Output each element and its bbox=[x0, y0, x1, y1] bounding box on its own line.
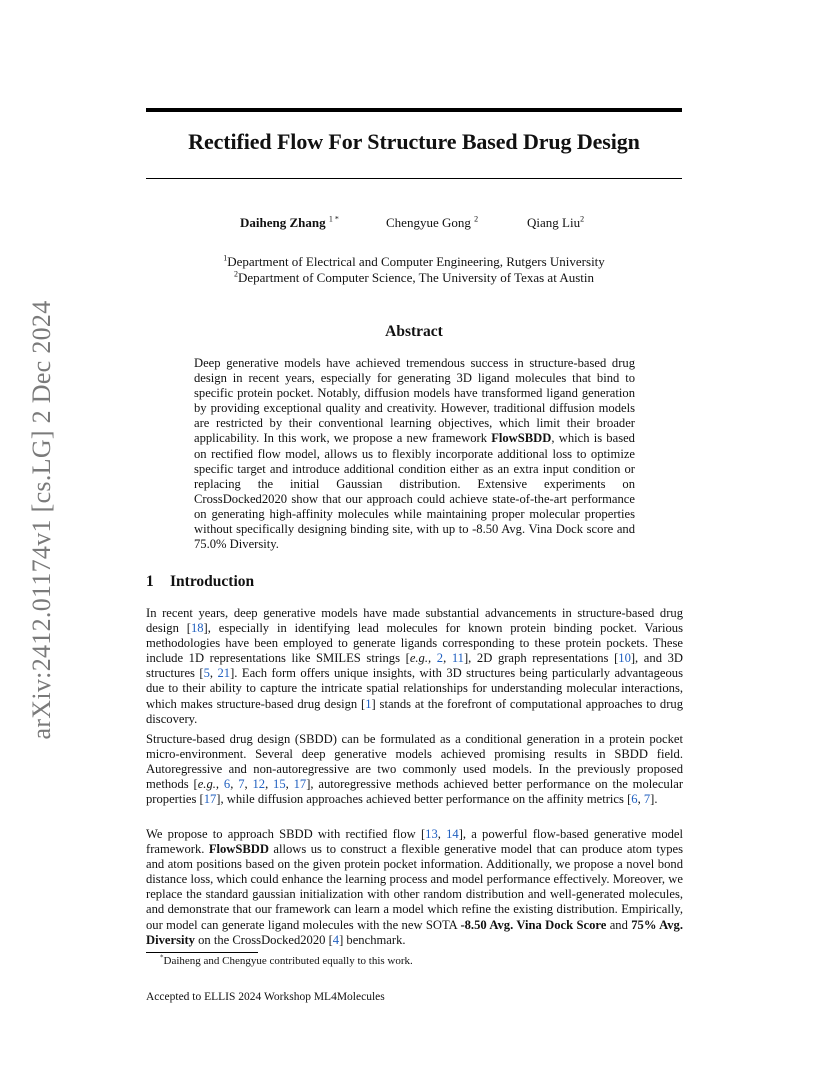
intro-paragraph-1: In recent years, deep generative models have made substantial advancements in structure-based drug design [18], especially in identifying lead molecules for known protein binding pocket. Various methodologies have been employed to generate ligands corresponding to these protein pockets. These include 1D representations like SMILES strings [e.g., 2, 11], 2D graph representations [10], and 3D structures [5, 21]. Each form offers unique insights, with 3D structures being particularly advantageous due to their ability to capture the intricate spatial relationships for understanding molecular interactions, which makes structure-based drug design [1] stands at the forefront of computational approaches to drug discovery. bbox=[146, 606, 684, 726]
abstract-body: Deep generative models have achieved tremendous success in structure-based drug design in recent years, especially for generating 3D ligand molecules that bind to specific protein pocket. Notably, diffusion models have transformed ligand generation by providing exceptional quality and creativity. However, traditional diffusion models are restricted by their conventional learning objectives, which limit their broader applicability. In this work, we propose a new framework FlowSBDD, which is based on rectified flow model, allows us to flexibly incorporate additional loss to optimize specific target and introduce additional condition either as an extra input condition or replacing the initial Gaussian distribution. Extensive experiments on CrossDocked2020 show that our approach could achieve state-of-the-art performance on generating high-affinity molecules while maintaining proper molecular properties without specifically designing binding site, with up to -8.50 Avg. Vina Dock score and 75.0% Diversity. bbox=[194, 356, 635, 552]
citation-link[interactable]: 15 bbox=[273, 777, 286, 792]
intro-paragraph-3: We propose to approach SBDD with rectified flow [13, 14], a powerful flow-based generative model framework. FlowSBDD allows us to construct a flexible generative model that can produce atom types and atom positions based on the given protein pocket information. Additionally, we propose a novel bond distance loss, which could enhance the learning process and model performance effectively. Moreover, we replace the standard gaussian initialization with other random distribution and well-generated molecules, and demonstrate that our framework can learn a model which refine the existing distribution. Empirically, our model can generate ligand molecules with the new SOTA -8.50 Avg. Vina Dock Score and 75% Avg. Diversity on the CrossDocked2020 [4] benchmark. bbox=[146, 827, 684, 947]
citation-link[interactable]: 18 bbox=[190, 621, 204, 636]
citation-link[interactable]: 14 bbox=[446, 827, 459, 841]
intro-paragraph-2: Structure-based drug design (SBDD) can be formulated as a conditional generation in a protein pocket micro-environment. Several deep generative models achieved promising results in SBDD field. Autoregressive and non-autoregressive are two commonly used models. In the previously proposed methods [e.g., 6, 7, 12, 15, 17], autoregressive methods achieved better performance on the molecular properties [17], while diffusion approaches achieved better performance on the affinity metrics [6, 7]. bbox=[146, 732, 684, 807]
affiliation-1: $^1$Department of Electrical and Computer Engineering, Rutgers University bbox=[223, 253, 605, 269]
author-2: Chengyue Gong $^2$ bbox=[386, 214, 479, 230]
venue-footer: Accepted to ELLIS 2024 Workshop ML4Molecules bbox=[146, 991, 385, 1003]
citation-link[interactable]: 17 bbox=[203, 792, 217, 807]
citation-link[interactable]: 7 bbox=[643, 792, 651, 807]
citation-link[interactable]: 6 bbox=[631, 792, 638, 807]
citation-link[interactable]: 12 bbox=[252, 777, 266, 792]
arxiv-identifier: arXiv:2412.01174v1 [cs.LG] 2 Dec 2024 bbox=[27, 300, 56, 740]
footnote: *Daiheng and Chengyue contributed equally to this work. bbox=[160, 953, 413, 967]
citation-link[interactable]: 21 bbox=[217, 666, 231, 681]
citation-link[interactable]: 4 bbox=[332, 932, 340, 947]
citation-link[interactable]: 1 bbox=[365, 696, 372, 711]
citation-link[interactable]: 11 bbox=[451, 651, 464, 666]
citation-link[interactable]: 6 bbox=[223, 777, 231, 792]
citation-link[interactable]: 7 bbox=[238, 777, 245, 792]
section-heading-introduction: 1 Introduction bbox=[146, 573, 255, 590]
title-top-rule bbox=[146, 108, 682, 112]
title-bottom-rule bbox=[146, 178, 682, 179]
citation-link[interactable]: 2 bbox=[436, 651, 444, 666]
paper-title: Rectified Flow For Structure Based Drug Design bbox=[188, 129, 640, 154]
citation-link[interactable]: 17 bbox=[293, 777, 307, 792]
author-3: Qiang Liu$^2$ bbox=[527, 214, 585, 230]
citation-link[interactable]: 10 bbox=[618, 651, 631, 666]
author-1: Daiheng Zhang $^{1 *}$ bbox=[240, 214, 339, 230]
citation-link[interactable]: 5 bbox=[203, 666, 210, 681]
abstract-heading: Abstract bbox=[385, 323, 443, 340]
affiliation-2: $^2$Department of Computer Science, The University of Texas at Austin bbox=[233, 269, 595, 285]
citation-link[interactable]: 13 bbox=[425, 827, 438, 841]
